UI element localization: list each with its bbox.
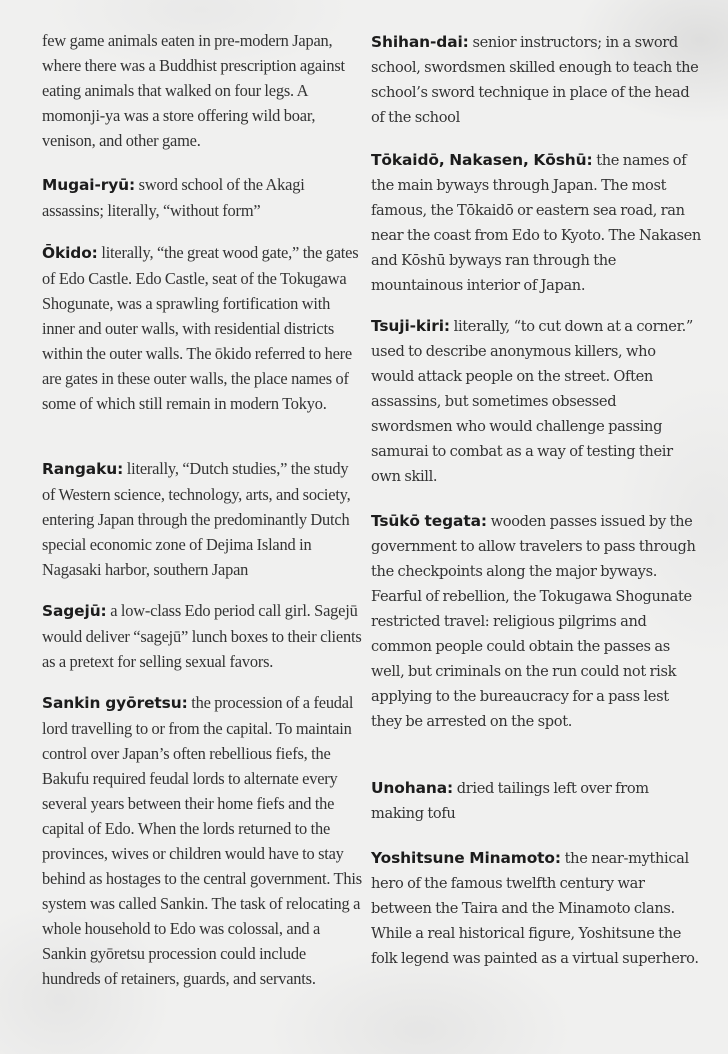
glossary-entry-sageju	[42, 598, 362, 674]
entry-term: Rangaku:	[42, 460, 124, 478]
glossary-entry-shihan-dai	[371, 30, 701, 130]
entry-definition: literally, “the great wood gate,” the gates of Edo Castle. Edo Castle, seat of the Tokugawa Shogunate, was a sprawling fortification with inner and outer walls, with residential districts within the outer walls. The ōkido referred to here are gates in these outer walls, the place names of some of which still remain in modern Tokyo.	[42, 243, 359, 413]
glossary-entry-rangaku	[42, 456, 362, 582]
entry-definition: literally, “to cut down at a corner.” used to describe anonymous killers, who would attack people on the street. Often assassins, but sometimes obsessed swordsmen who would challenge passing samurai to combat as a way of testing their own skill.	[371, 318, 693, 485]
entry-definition: senior instructors; in a sword school, swordsmen skilled enough to teach the school’s sword technique in place of the head of the school	[371, 34, 699, 126]
glossary-entry-momonji-continued	[42, 28, 362, 153]
entry-definition: the names of the main byways through Japan. The most famous, the Tōkaidō or eastern sea road, ran near the coast from Edo to Kyoto. The Nakasen and Kōshū byways ran through the mountainous interior of Japan.	[371, 152, 701, 294]
entry-definition: a low-class Edo period call girl. Sagejū would deliver “sagejū” lunch boxes to their clients as a pretext for selling sexual favors.	[42, 601, 362, 671]
entry-term: Ōkido:	[42, 244, 98, 262]
entry-definition: dried tailings left over from making tofu	[371, 780, 649, 822]
entry-definition: the near-mythical hero of the famous twelfth century war between the Taira and the Minamoto clans. While a real historical figure, Yoshitsune the folk legend was painted as a virtual superhero.	[371, 850, 699, 967]
entry-definition: wooden passes issued by the government to allow travelers to pass through the checkpoints along the major byways. Fearful of rebellion, the Tokugawa Shogunate restricted travel: religious pilgrims and common people could obtain the passes as well, but criminals on the run could not risk applying to the bureaucracy for a pass lest they be arrested on the spot.	[371, 513, 696, 730]
entry-term: Unohana:	[371, 779, 454, 797]
entry-term: Tsūkō tegata:	[371, 512, 487, 530]
entry-term: Yoshitsune Minamoto:	[371, 849, 561, 867]
entry-definition: literally, “Dutch studies,” the study of Western science, technology, arts, and society, entering Japan through the predominantly Dutch special economic zone of Dejima Island in Nagasaki harbor, southern Japan	[42, 459, 351, 579]
entry-term: Shihan-dai:	[371, 33, 469, 51]
glossary-entry-tsuko-tegata	[371, 509, 701, 734]
entry-term: Mugai-ryū:	[42, 176, 136, 194]
glossary-entry-yoshitsune-minamoto	[371, 846, 701, 971]
entry-definition: the procession of a feudal lord travelling to or from the capital. To maintain control over Japan’s often rebellious fiefs, the Bakufu required feudal lords to alternate every several years between their home fiefs and the capital of Edo. When the lords returned to the provinces, wives or children would have to stay behind as hostages to the central government. This system was called Sankin. The task of relocating a whole household to Edo was colossal, and a Sankin gyōretsu procession could include hundreds of retainers, guards, and servants.	[42, 693, 362, 988]
entry-term: Sankin gyōretsu:	[42, 694, 188, 712]
glossary-entry-mugai-ryu	[42, 172, 362, 223]
entry-definition: few game animals eaten in pre-modern Japan, where there was a Buddhist prescription against eating animals that walked on four legs. A momonji-ya was a store offering wild boar, venison, and other game.	[42, 31, 345, 150]
glossary-entry-unohana	[371, 776, 701, 826]
entry-term: Sagejū:	[42, 602, 107, 620]
glossary-entry-tsuji-kiri	[371, 314, 701, 489]
glossary-entry-tokaido-nakasen-koshu	[371, 148, 701, 298]
glossary-entry-sankin-gyoretsu	[42, 690, 362, 991]
entry-definition: sword school of the Akagi assassins; literally, “without form”	[42, 175, 305, 220]
glossary-entry-okido	[42, 240, 362, 416]
entry-term: Tōkaidō, Nakasen, Kōshū:	[371, 151, 593, 169]
entry-term: Tsuji-kiri:	[371, 317, 450, 335]
